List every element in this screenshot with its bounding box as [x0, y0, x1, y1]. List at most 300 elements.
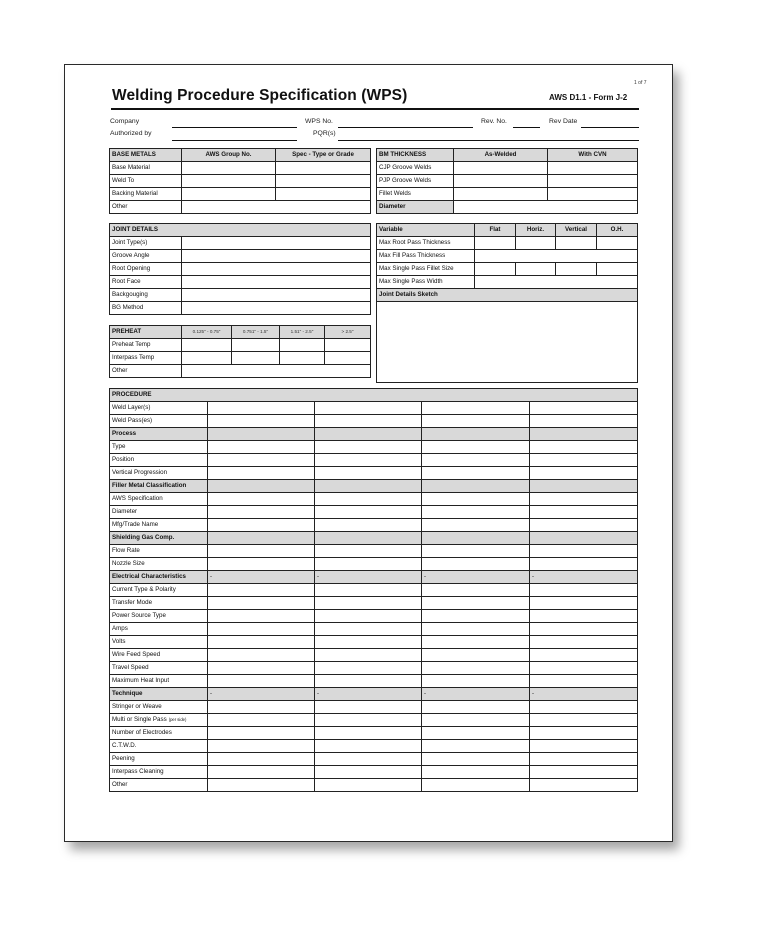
input-cell[interactable] [182, 352, 232, 365]
section-cell: - [422, 571, 530, 584]
input-cell[interactable] [530, 545, 638, 558]
row-label-text: Transfer Mode [112, 598, 153, 606]
procedure-section-label: Electrical Characteristics [110, 571, 208, 584]
input-cell[interactable] [315, 584, 422, 597]
input-cell[interactable] [530, 519, 638, 532]
input-cell[interactable] [422, 441, 530, 454]
input-cell[interactable] [315, 597, 422, 610]
procedure-row-label [110, 506, 208, 519]
input-cell[interactable] [530, 415, 638, 428]
procedure-row-label [110, 493, 208, 506]
input-cell[interactable] [208, 402, 315, 415]
section-cell [530, 532, 638, 545]
rev-no-label: Rev. No. [481, 118, 507, 125]
section-cell [208, 428, 315, 441]
input-cell[interactable] [530, 493, 638, 506]
procedure-row-label [110, 779, 208, 792]
procedure-row-label [110, 649, 208, 662]
page-title: Welding Procedure Specification (WPS) [112, 87, 408, 104]
input-cell[interactable] [208, 610, 315, 623]
row-label-text: Volts [112, 637, 126, 645]
preheat-range-1: 0.125" - 0.75" [182, 326, 232, 339]
input-cell[interactable] [315, 519, 422, 532]
input-cell[interactable] [422, 766, 530, 779]
pqr-label: PQR(s) [313, 130, 336, 137]
section-cell [315, 428, 422, 441]
input-cell[interactable] [422, 415, 530, 428]
procedure-row-label [110, 584, 208, 597]
row-label-text: Flow Rate [112, 546, 140, 554]
procedure-table [109, 388, 638, 792]
input-cell[interactable] [530, 584, 638, 597]
variable-header: Variable [377, 224, 475, 237]
procedure-row-label [110, 519, 208, 532]
input-cell[interactable] [315, 441, 422, 454]
input-cell[interactable] [315, 714, 422, 727]
input-cell[interactable] [315, 467, 422, 480]
joint-details-sketch-area[interactable] [377, 302, 638, 383]
procedure-row [110, 779, 638, 792]
row-label: Preheat Temp [110, 339, 182, 352]
section-cell [530, 480, 638, 493]
input-cell[interactable] [597, 263, 638, 276]
input-cell[interactable] [208, 441, 315, 454]
input-cell[interactable] [182, 201, 371, 214]
row-label-text: Vertical Progression [112, 468, 168, 476]
procedure-row [110, 675, 638, 688]
row-label-text: Nozzle Size [112, 559, 145, 567]
input-cell[interactable] [530, 740, 638, 753]
input-cell[interactable] [315, 545, 422, 558]
procedure-row [110, 740, 638, 753]
input-cell[interactable] [182, 250, 371, 263]
procedure-row [110, 584, 638, 597]
procedure-row-label [110, 402, 208, 415]
procedure-row [110, 428, 638, 441]
input-cell[interactable] [208, 584, 315, 597]
input-cell[interactable] [182, 289, 371, 302]
row-label-text: Position [112, 455, 135, 463]
procedure-row [110, 467, 638, 480]
input-cell[interactable] [597, 237, 638, 250]
input-cell[interactable] [182, 237, 371, 250]
procedure-row [110, 493, 638, 506]
input-cell[interactable] [208, 636, 315, 649]
input-cell[interactable] [422, 584, 530, 597]
row-label: Max Root Pass Thickness [377, 237, 475, 250]
input-cell[interactable] [530, 636, 638, 649]
procedure-row-label [110, 662, 208, 675]
input-cell[interactable] [208, 454, 315, 467]
vertical-header: Vertical [556, 224, 597, 237]
input-cell[interactable] [208, 623, 315, 636]
input-cell[interactable] [422, 623, 530, 636]
input-cell[interactable] [530, 597, 638, 610]
input-cell[interactable] [276, 188, 371, 201]
procedure-row-label [110, 740, 208, 753]
input-cell[interactable] [548, 188, 638, 201]
input-cell[interactable] [182, 276, 371, 289]
oh-header: O.H. [597, 224, 638, 237]
rev-date-label: Rev Date [549, 118, 578, 125]
input-cell[interactable] [530, 558, 638, 571]
row-label: BG Method [110, 302, 182, 315]
input-cell[interactable] [422, 558, 530, 571]
section-cell: - [208, 571, 315, 584]
row-label-text: Type [112, 442, 126, 450]
input-cell[interactable] [422, 779, 530, 792]
procedure-row [110, 441, 638, 454]
row-label: Interpass Temp [110, 352, 182, 365]
input-cell[interactable] [315, 636, 422, 649]
input-cell[interactable] [315, 623, 422, 636]
input-cell[interactable] [556, 237, 597, 250]
input-cell[interactable] [208, 727, 315, 740]
input-cell[interactable] [280, 339, 325, 352]
input-cell[interactable] [422, 714, 530, 727]
row-label-text: Wire Feed Speed [112, 650, 161, 658]
procedure-row [110, 454, 638, 467]
row-label-text: Peening [112, 754, 135, 762]
input-cell[interactable] [475, 263, 516, 276]
procedure-section-label: Shielding Gas Comp. [110, 532, 208, 545]
section-cell [315, 480, 422, 493]
preheat-range-2: 0.751" - 1.5" [232, 326, 280, 339]
section-cell [422, 532, 530, 545]
procedure-row-label [110, 545, 208, 558]
input-cell[interactable] [422, 519, 530, 532]
section-cell [422, 480, 530, 493]
input-cell[interactable] [422, 636, 530, 649]
input-cell[interactable] [422, 402, 530, 415]
procedure-row [110, 571, 638, 584]
input-cell[interactable] [208, 558, 315, 571]
input-cell[interactable] [315, 454, 422, 467]
preheat-range-4: > 2.5" [325, 326, 371, 339]
procedure-row [110, 506, 638, 519]
procedure-row-label [110, 441, 208, 454]
input-cell[interactable] [530, 753, 638, 766]
page-number: 1 of 7 [634, 80, 647, 86]
procedure-row-label [110, 675, 208, 688]
input-cell[interactable] [422, 740, 530, 753]
base-metals-header: BASE METALS [110, 149, 182, 162]
input-cell[interactable] [516, 263, 556, 276]
base-metals-table [109, 148, 371, 214]
procedure-row [110, 662, 638, 675]
input-cell[interactable] [454, 188, 548, 201]
preheat-header: PREHEAT [110, 326, 182, 339]
row-label-text: Maximum Heat Input [112, 676, 170, 684]
row-label: Fillet Welds [377, 188, 454, 201]
input-cell[interactable] [530, 649, 638, 662]
input-cell[interactable] [208, 597, 315, 610]
procedure-row [110, 714, 638, 727]
procedure-row-label [110, 727, 208, 740]
row-label-text: Interpass Cleaning [112, 767, 164, 775]
input-cell[interactable] [422, 545, 530, 558]
row-label: Backgouging [110, 289, 182, 302]
procedure-row-label [110, 467, 208, 480]
row-label-text: Other [112, 780, 128, 788]
spec-type-grade-header: Spec - Type or Grade [276, 149, 371, 162]
procedure-row [110, 753, 638, 766]
input-cell[interactable] [208, 649, 315, 662]
input-cell[interactable] [208, 415, 315, 428]
input-cell[interactable] [315, 610, 422, 623]
input-cell[interactable] [556, 263, 597, 276]
row-label-text: Diameter [112, 507, 138, 515]
row-label-text: Stringer or Weave [112, 702, 162, 710]
input-cell[interactable] [315, 493, 422, 506]
input-cell[interactable] [454, 201, 638, 214]
row-label-text: Mfg/Trade Name [112, 520, 159, 528]
input-cell[interactable] [182, 162, 276, 175]
row-label: Diameter [377, 201, 454, 214]
procedure-row [110, 727, 638, 740]
input-cell[interactable] [516, 237, 556, 250]
procedure-section-label: Process [110, 428, 208, 441]
procedure-row [110, 623, 638, 636]
row-label-text: Multi or Single Pass [112, 715, 167, 723]
procedure-section-label: Technique [110, 688, 208, 701]
section-cell: - [530, 571, 638, 584]
procedure-row [110, 766, 638, 779]
input-cell[interactable] [182, 302, 371, 315]
input-cell[interactable] [276, 175, 371, 188]
input-cell[interactable] [208, 662, 315, 675]
input-cell[interactable] [315, 649, 422, 662]
input-cell[interactable] [315, 779, 422, 792]
company-label: Company [110, 118, 140, 125]
input-cell[interactable] [530, 454, 638, 467]
input-cell[interactable] [208, 740, 315, 753]
row-label-text: Weld Layer(s) [112, 403, 151, 411]
wps-no-field[interactable] [338, 127, 473, 128]
wps-form-page [64, 64, 673, 842]
input-cell[interactable] [208, 675, 315, 688]
input-cell[interactable] [530, 766, 638, 779]
with-cvn-header: With CVN [548, 149, 638, 162]
joint-details-header: JOINT DETAILS [110, 224, 371, 237]
input-cell[interactable] [422, 454, 530, 467]
input-cell[interactable] [208, 467, 315, 480]
input-cell[interactable] [422, 701, 530, 714]
procedure-row-label [110, 766, 208, 779]
row-label: Backing Material [110, 188, 182, 201]
row-label: Weld To [110, 175, 182, 188]
variables-table [376, 223, 638, 383]
procedure-row [110, 688, 638, 701]
row-label-text: Number of Electrodes [112, 728, 172, 736]
input-cell[interactable] [530, 623, 638, 636]
input-cell[interactable] [315, 415, 422, 428]
input-cell[interactable] [182, 188, 276, 201]
procedure-row-label [110, 454, 208, 467]
row-label: Max Single Pass Fillet Size [377, 263, 475, 276]
row-label: Joint Type(s) [110, 237, 182, 250]
input-cell[interactable] [548, 162, 638, 175]
horiz-header: Horiz. [516, 224, 556, 237]
row-label: Other [110, 365, 182, 378]
input-cell[interactable] [530, 506, 638, 519]
row-label-text: Amps [112, 624, 128, 632]
input-cell[interactable] [315, 402, 422, 415]
input-cell[interactable] [208, 779, 315, 792]
row-label-note: (per side) [168, 716, 187, 722]
row-label: CJP Groove Welds [377, 162, 454, 175]
procedure-row [110, 597, 638, 610]
input-cell[interactable] [315, 662, 422, 675]
input-cell[interactable] [530, 714, 638, 727]
procedure-row [110, 545, 638, 558]
procedure-row [110, 519, 638, 532]
section-cell [315, 532, 422, 545]
row-label: Groove Angle [110, 250, 182, 263]
input-cell[interactable] [208, 506, 315, 519]
input-cell[interactable] [422, 597, 530, 610]
row-label: Other [110, 201, 182, 214]
row-label-text: Current Type & Polarity [112, 585, 176, 593]
procedure-header: PROCEDURE [110, 389, 638, 402]
input-cell[interactable] [422, 467, 530, 480]
section-cell: - [530, 688, 638, 701]
input-cell[interactable] [422, 610, 530, 623]
authorized-by-field[interactable] [172, 140, 297, 141]
input-cell[interactable] [315, 506, 422, 519]
input-cell[interactable] [232, 352, 280, 365]
input-cell[interactable] [276, 162, 371, 175]
input-cell[interactable] [315, 675, 422, 688]
procedure-row-label [110, 415, 208, 428]
input-cell[interactable] [530, 675, 638, 688]
row-label-text: AWS Specification [112, 494, 163, 502]
procedure-row-label [110, 597, 208, 610]
section-cell [530, 428, 638, 441]
procedure-section-label: Filler Metal Classification [110, 480, 208, 493]
input-cell[interactable] [208, 545, 315, 558]
procedure-row [110, 649, 638, 662]
procedure-row-label [110, 701, 208, 714]
pqr-field[interactable] [338, 140, 639, 141]
input-cell[interactable] [208, 753, 315, 766]
input-cell[interactable] [208, 493, 315, 506]
joint-details-table [109, 223, 371, 315]
joint-details-sketch-header: Joint Details Sketch [377, 289, 638, 302]
input-cell[interactable] [315, 740, 422, 753]
procedure-row [110, 558, 638, 571]
procedure-row [110, 532, 638, 545]
row-label-text: Power Source Type [112, 611, 166, 619]
input-cell[interactable] [208, 519, 315, 532]
procedure-row [110, 636, 638, 649]
input-cell[interactable] [208, 714, 315, 727]
input-cell[interactable] [530, 467, 638, 480]
input-cell[interactable] [454, 175, 548, 188]
rev-date-field[interactable] [581, 127, 639, 128]
input-cell[interactable] [315, 766, 422, 779]
input-cell[interactable] [530, 441, 638, 454]
title-rule [111, 108, 639, 110]
input-cell[interactable] [232, 339, 280, 352]
section-cell: - [315, 688, 422, 701]
input-cell[interactable] [422, 506, 530, 519]
input-cell[interactable] [530, 662, 638, 675]
preheat-range-3: 1.51" - 2.5" [280, 326, 325, 339]
row-label: Root Opening [110, 263, 182, 276]
input-cell[interactable] [548, 175, 638, 188]
input-cell[interactable] [208, 766, 315, 779]
input-cell[interactable] [422, 753, 530, 766]
input-cell[interactable] [530, 402, 638, 415]
procedure-row-label [110, 636, 208, 649]
input-cell[interactable] [315, 753, 422, 766]
input-cell[interactable] [315, 727, 422, 740]
input-cell[interactable] [325, 339, 371, 352]
row-label-text: C.T.W.D. [112, 741, 137, 749]
procedure-row [110, 480, 638, 493]
input-cell[interactable] [530, 727, 638, 740]
row-label-text: Travel Speed [112, 663, 149, 671]
input-cell[interactable] [454, 162, 548, 175]
row-label: Base Material [110, 162, 182, 175]
input-cell[interactable] [422, 649, 530, 662]
row-label: Root Face [110, 276, 182, 289]
input-cell[interactable] [422, 493, 530, 506]
input-cell[interactable] [475, 250, 638, 263]
procedure-row-label [110, 714, 208, 727]
input-cell[interactable] [325, 352, 371, 365]
input-cell[interactable] [422, 675, 530, 688]
aws-group-no-header: AWS Group No. [182, 149, 276, 162]
section-cell [208, 480, 315, 493]
section-cell: - [315, 571, 422, 584]
input-cell[interactable] [530, 610, 638, 623]
procedure-row [110, 402, 638, 415]
input-cell[interactable] [182, 339, 232, 352]
input-cell[interactable] [182, 175, 276, 188]
input-cell[interactable] [280, 352, 325, 365]
input-cell[interactable] [315, 701, 422, 714]
section-cell: - [208, 688, 315, 701]
input-cell[interactable] [208, 701, 315, 714]
input-cell[interactable] [422, 727, 530, 740]
row-label: Max Single Pass Width [377, 276, 475, 289]
input-cell[interactable] [530, 701, 638, 714]
section-cell [422, 428, 530, 441]
input-cell[interactable] [182, 365, 371, 378]
input-cell[interactable] [530, 779, 638, 792]
bm-thickness-header: BM THICKNESS [377, 149, 454, 162]
procedure-row [110, 415, 638, 428]
authorized-by-label: Authorized by [110, 130, 152, 137]
input-cell[interactable] [475, 237, 516, 250]
procedure-row [110, 610, 638, 623]
input-cell[interactable] [475, 276, 638, 289]
as-welded-header: As-Welded [454, 149, 548, 162]
row-label: PJP Groove Welds [377, 175, 454, 188]
row-label: Max Fill Pass Thickness [377, 250, 475, 263]
form-id: AWS D1.1 - Form J-2 [549, 93, 628, 102]
company-field[interactable] [172, 127, 297, 128]
preheat-table [109, 325, 371, 378]
input-cell[interactable] [182, 263, 371, 276]
procedure-row-label [110, 610, 208, 623]
input-cell[interactable] [422, 662, 530, 675]
section-cell [208, 532, 315, 545]
rev-no-field[interactable] [513, 127, 540, 128]
input-cell[interactable] [315, 558, 422, 571]
